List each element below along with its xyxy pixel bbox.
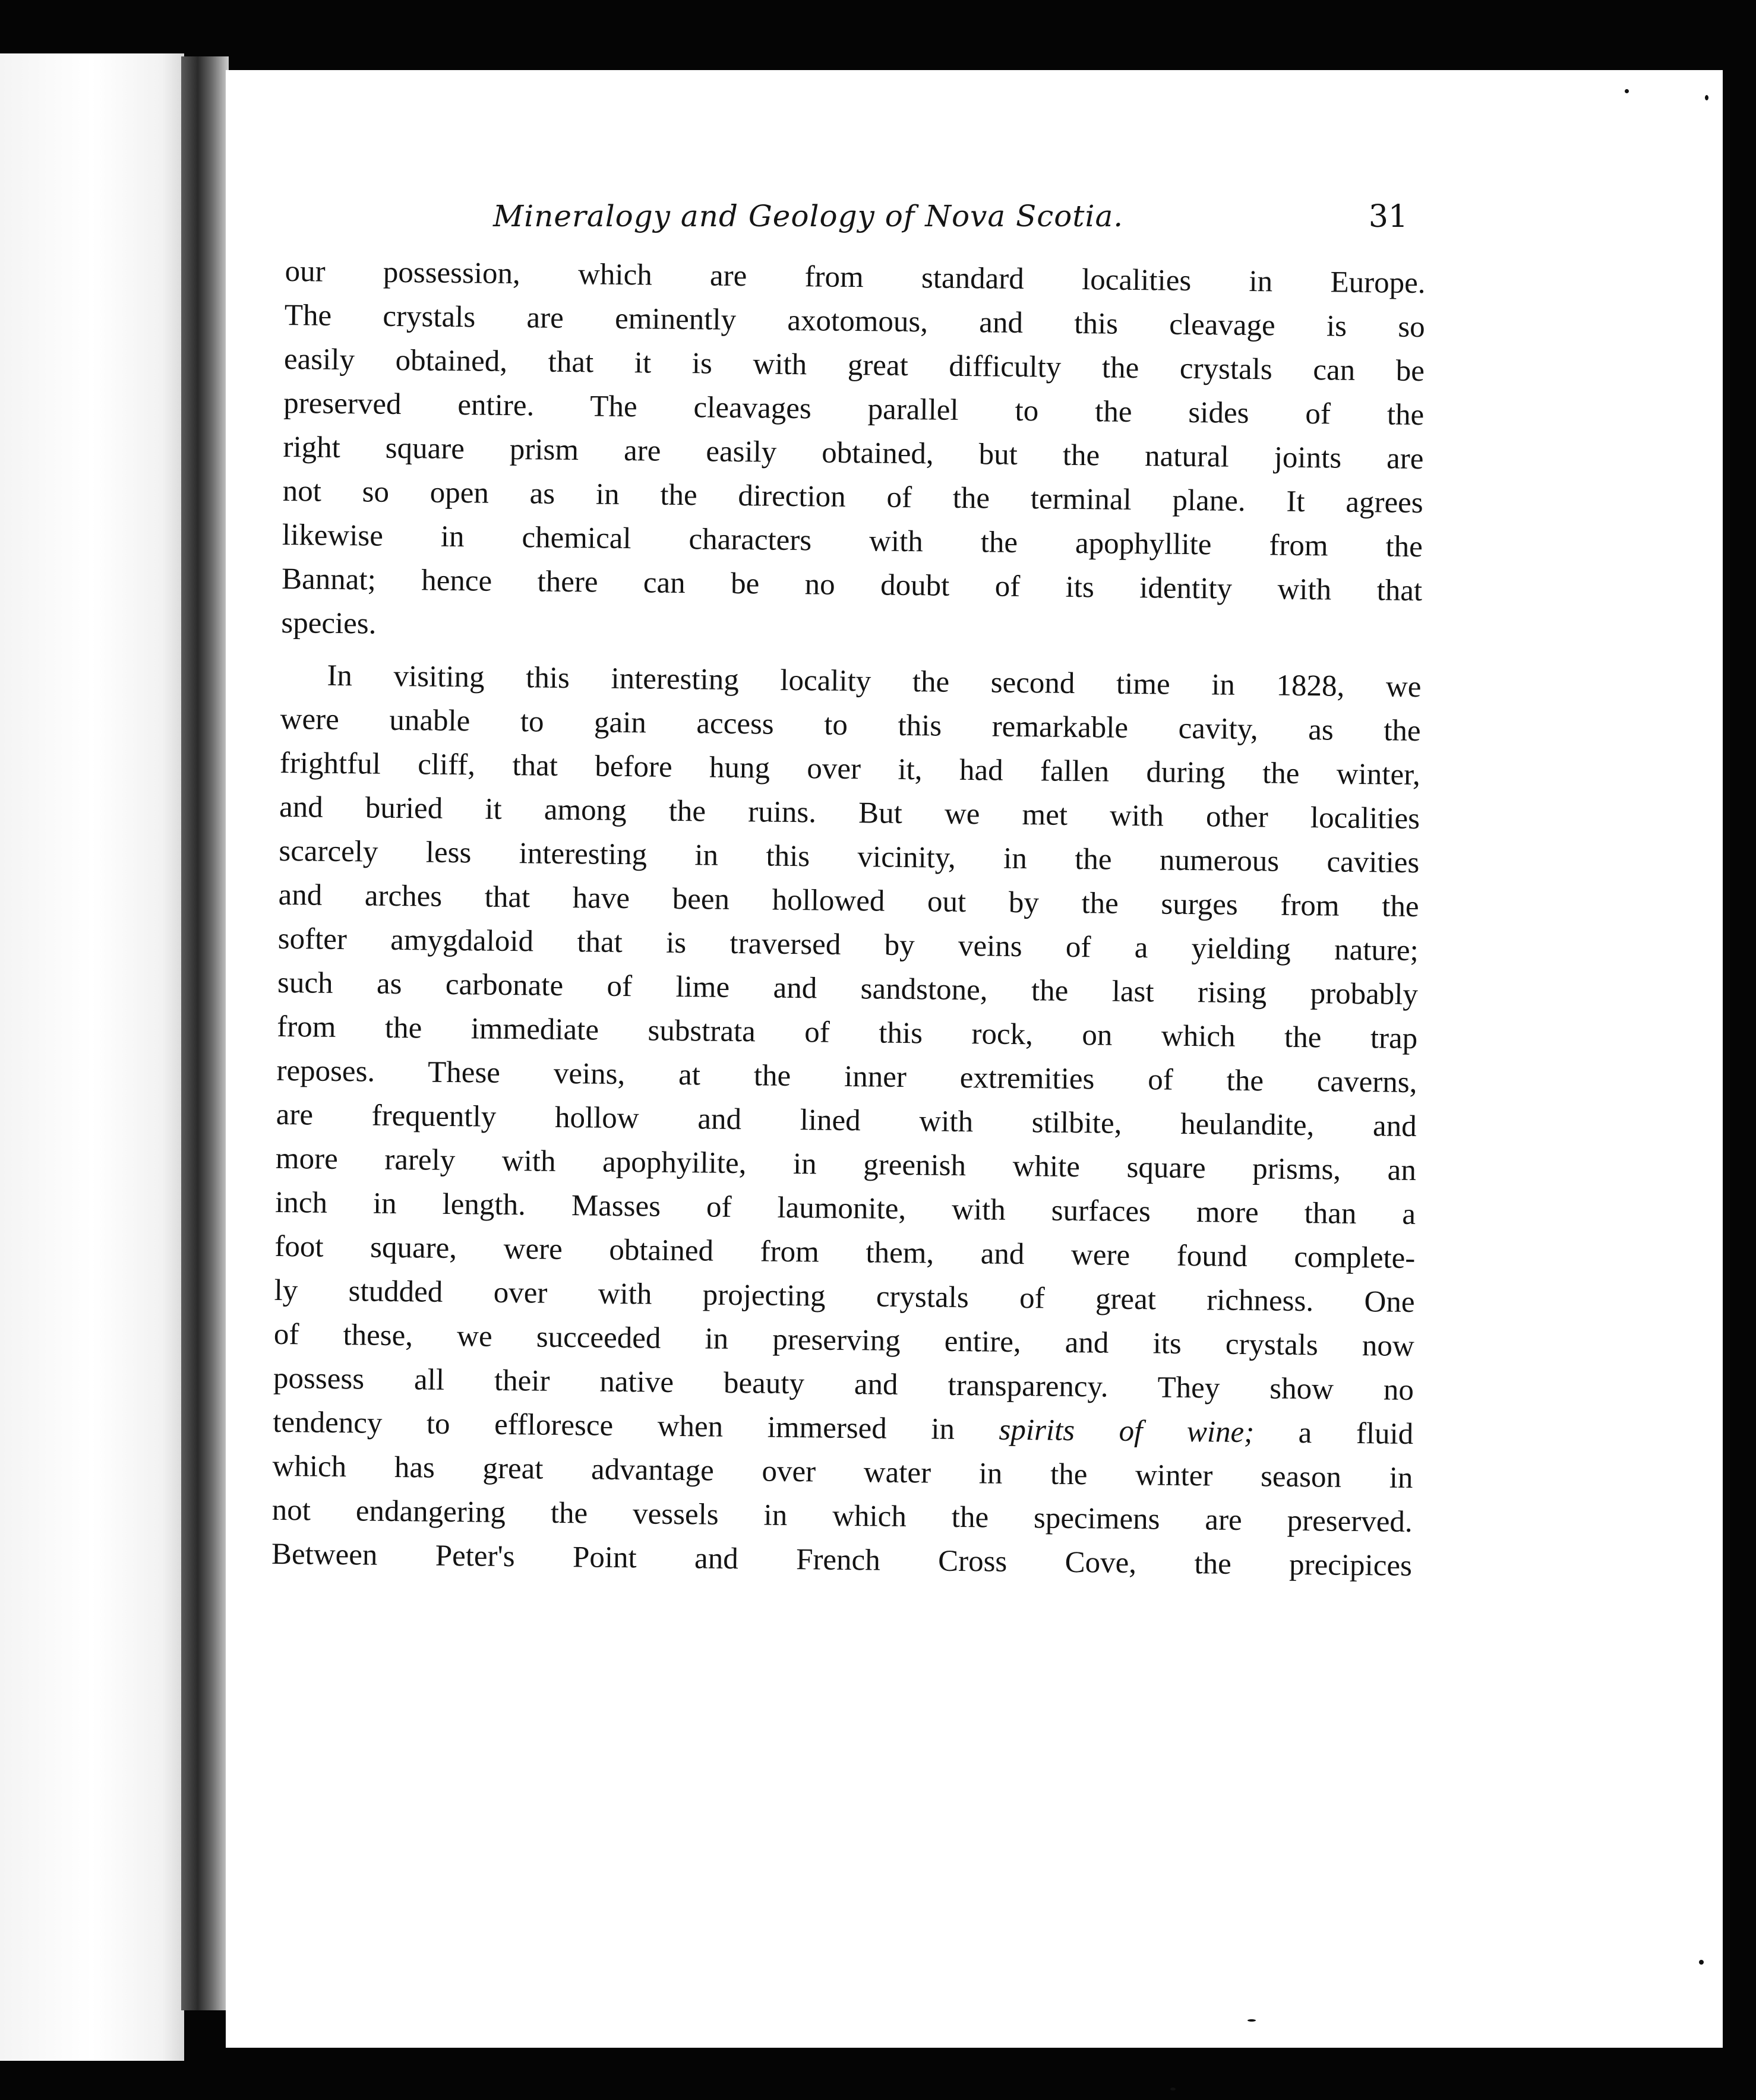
text-line: The crystals are eminently axotomous, and this cleavage is so (284, 298, 1426, 344)
text-run: tendency to effloresce when immersed in (273, 1405, 999, 1447)
text-line: from the immediate substrata of this rock, on which the trap (276, 1010, 1418, 1056)
body-text (271, 249, 1426, 1588)
italic-phrase: spirits of wine; (999, 1413, 1255, 1450)
scan-speck (1247, 2019, 1256, 2022)
text-line: softer amygdaloid that is traversed by veins of a yielding nature; (277, 922, 1419, 968)
text-line: ly studded over with projecting crystals of great richness. One (274, 1273, 1415, 1320)
scan-speck (1699, 1960, 1704, 1965)
text-line: possess all their native beauty and transparency. They show no (273, 1361, 1414, 1407)
text-line: foot square, were obtained from them, and were found complete- (274, 1229, 1416, 1276)
page-header (493, 193, 1408, 246)
text-line: reposes. These veins, at the inner extremities of the caverns, (276, 1054, 1417, 1100)
text-line: which has great advantage over water in the winter season in (272, 1449, 1413, 1495)
text-line: species. (281, 606, 377, 641)
text-line: and arches that have been hollowed out by the surges from the (278, 878, 1419, 924)
facing-page-edge (0, 53, 184, 2061)
text-line: easily obtained, that it is with great difficulty the crystals can be (283, 342, 1425, 388)
text-line: our possession, which are from standard localities in Europe. (285, 254, 1426, 301)
page-number: 31 (1368, 199, 1408, 235)
running-head: Mineralogy and Geology of Nova Scotia. (493, 199, 1124, 233)
text-line: not endangering the vessels in which the specimens are preserved. (271, 1493, 1413, 1539)
scan-speck (1170, 2088, 1176, 2090)
text-line: scarcely less interesting in this vicinity, in the numerous cavities (279, 834, 1420, 880)
text-line: frightful cliff, that before hung over it, had fallen during the winter, (279, 746, 1421, 792)
text-line: right square prism are easily obtained, but the natural joints are (283, 430, 1424, 476)
text-run: a fluid (1253, 1416, 1414, 1451)
text-line: preserved entire. The cleavages parallel to the sides of the (283, 386, 1425, 432)
text-line: of these, we succeeded in preserving entire, and its crystals now (273, 1317, 1415, 1364)
text-line: such as carbonate of lime and sandstone, the last rising probably (277, 966, 1419, 1012)
text-line: not so open as in the direction of the terminal plane. It agrees (282, 474, 1423, 520)
text-line: more rarely with apophyilite, in greenish white square prisms, an (275, 1141, 1417, 1188)
text-line: inch in length. Masses of laumonite, with surfaces more than a (274, 1185, 1416, 1232)
scan-speck (1625, 89, 1629, 93)
text-line: Bannat; hence there can be no doubt of its identity with that (281, 562, 1423, 608)
book-gutter-shadow (181, 56, 229, 2010)
scan-speck (1705, 95, 1708, 100)
text-line: likewise in chemical characters with the apophyllite from the (282, 518, 1423, 564)
text-line: are frequently hollow and lined with stilbite, heulandite, and (276, 1098, 1417, 1144)
text-line: and buried it among the ruins. But we met with other localities (279, 790, 1420, 836)
text-line: were unable to gain access to this remarkable cavity, as the (280, 702, 1421, 748)
text-line: In visiting this interesting locality the second time in 1828, we (327, 659, 1422, 704)
text-line: Between Peter's Point and French Cross Cove, the precipices (271, 1537, 1413, 1583)
